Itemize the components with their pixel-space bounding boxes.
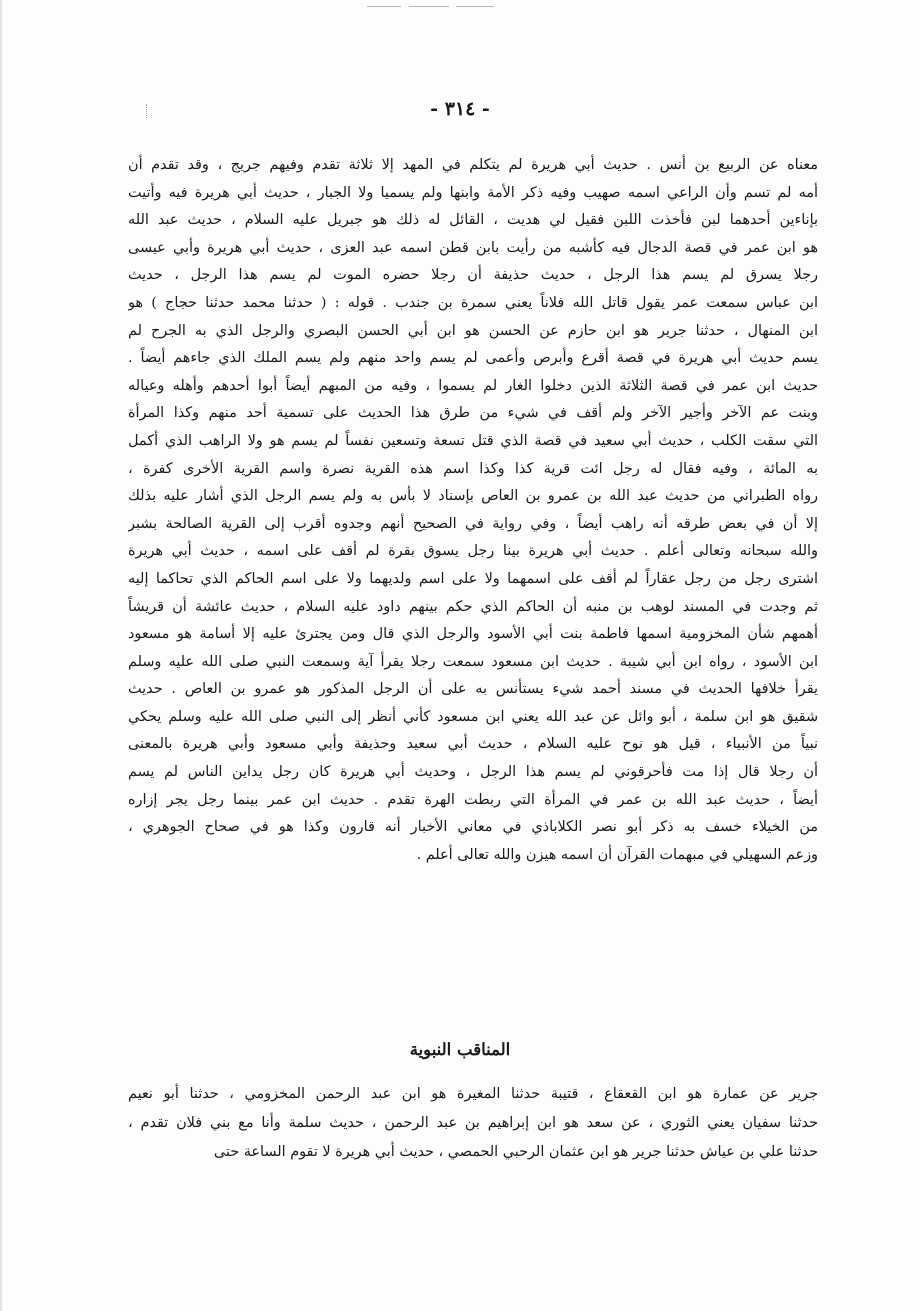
text-line: ابن عباس سمعت عمر يقول قاتل الله فلاناً يعني سمرة بن جندب . قوله : ( حدثنا محمد حدثنا حجاج ) هو bbox=[128, 294, 818, 311]
text-line: رجلا يسرق لم يسم هذا الرجل ، حديث حذيفة أن رجلا حضره الموت لم يسم هذا الرجل ، حديث bbox=[128, 267, 818, 284]
top-divider-rule bbox=[367, 6, 401, 7]
text-line: حدثنا علي بن عياش حدثنا جرير هو ابن عثمان الرحبي الحمصي ، حديث أبي هريرة لا تقوم الساعة حتى bbox=[213, 1144, 818, 1160]
text-line: حديث ابن عمر في قصة الثلاثة الذين دخلوا الغار لم يسموا ، وفيه من المبهم أيضاً أبوا أحدهم وأهله وعياله bbox=[128, 377, 818, 394]
text-line: بإناءين أحدهما لبن فأخذت اللبن فقيل لي هديت ، القائل له ذلك هو جبريل عليه السلام ، حديث عبد الله bbox=[128, 212, 818, 229]
text-line: هو ابن عمر في قصة الدجال فيه كأشبه من رأيت بابن قطن اسمه عبد العزى ، حديث أبي هريرة وأبي عيسى bbox=[128, 239, 818, 256]
text-line: من الخيلاء خسف به ذكر أبو نصر الكلاباذي في معاني الأخبار أنه قارون وكذا هو في صحاح الجوهري ، bbox=[128, 819, 818, 836]
main-text-block bbox=[128, 152, 818, 869]
text-line: رواه الطبراني من حديث عبد الله بن عمرو بن العاص بإسناد لا بأس به ولم يسم الرجل الذي أشار عليه بذلك bbox=[128, 488, 818, 505]
text-line: يقرأ خلافها الحديث في مسند أحمد شيء يستأنس به على أن الرجل المذكور هو عمرو بن العاص . حديث bbox=[128, 681, 818, 698]
text-line: والله سبحانه وتعالى أعلم . حديث أبي هريرة بينا رجل يسوق بقرة لم أقف على اسمه ، حديث أبي هريرة bbox=[128, 543, 818, 560]
text-line: أيضاً ، حديث عبد الله بن عمر في المرأة التي ربطت الهرة تقدم . حديث ابن عمر بينما رجل يجر إزاره bbox=[128, 791, 818, 808]
page-edge-shadow bbox=[0, 0, 2, 1311]
text-line: اشترى رجل من رجل عقاراً لم أقف على اسمهما ولا على اسم ولديهما ولا على اسم الحاكم الذي تحاكما إليه bbox=[128, 570, 818, 587]
text-line: أن رجلا قال إذا مت فأحرقوني لم يسم هذا الرجل ، وحديث أبي هريرة كان رجل يداين الناس لم يسم bbox=[128, 764, 818, 781]
page-number: - ٣١٤ - bbox=[430, 98, 490, 120]
text-line: حدثنا سفيان يعني الثوري ، عن سعد هو ابن إبراهيم بن عبد الرحمن ، حديث سلمة وأنا مع بني فلان تقدم ، bbox=[128, 1115, 818, 1131]
text-line: ابن المنهال ، حدثنا جرير هو ابن حازم عن الحسن هو ابن أبي الحسن البصري والرجل الذي به الجرح لم bbox=[128, 322, 818, 339]
text-line: أمه لم تسم وأن الراعي اسمه صهيب وفيه ذكر الأمة وابنها ولم يسميا ولا الجبار ، حديث أبي هريرة فيه وأتيت bbox=[128, 184, 818, 201]
text-line: أهمهم شأن المخزومية اسمها فاطمة بنت أبي الأسود والرجل الذي قال ومن يجترئ عليه إلا أسامة هو مسعود bbox=[128, 626, 818, 643]
text-line: نبياً من الأنبياء ، قيل هو نوح عليه السلام ، حديث أبي سعيد وحذيفة وأبي مسعود وأبي هريرة بالمعنى bbox=[128, 736, 818, 753]
text-line: يسم حديث أبي هريرة في قصة أقرع وأبرص وأعمى لم يسم واحد منهم ولم يسم الملك الذي جاءهم أيضاً . bbox=[128, 350, 818, 367]
top-divider-rule bbox=[409, 6, 449, 7]
text-line: وبنت عم الآخر وأجير الآخر ولم أقف في شيء من طرق هذا الحديث على تسمية أحد منهم وكذا المرأة bbox=[128, 405, 818, 422]
text-line: وزعم السهيلي في مبهمات القرآن أن اسمه هيزن والله تعالى أعلم . bbox=[416, 846, 818, 863]
text-line: معناه عن الربيع بن أنس . حديث أبي هريرة لم يتكلم في المهد إلا ثلاثة تقدم وفيهم جريج ، وقد تقدم أن bbox=[128, 157, 818, 173]
text-line: شقيق هو ابن سلمة ، أبو وائل عن عبد الله يعني ابن مسعود كأني أنظر إلى النبي صلى الله عليه وسلم يحكي bbox=[128, 708, 818, 725]
text-line: جرير عن عمارة هو ابن القعقاع ، قتيبة حدثنا المغيرة هو ابن عبد الرحمن المخزومي ، حدثنا أبو نعيم bbox=[128, 1086, 818, 1102]
text-line: إلا أن في بعض طرقه أنه راهب أيضاً ، وفي رواية في الصحيح أنهم وجدوه أقرب إلى القرية الصالحة بشبر bbox=[128, 515, 818, 532]
section-heading: المناقب النبوية bbox=[409, 1040, 511, 1059]
text-line: ابن الأسود ، رواه ابن أبي شيبة . حديث ابن مسعود سمعت رجلا يقرأ آية وسمعت النبي صلى الله عليه وسلم bbox=[128, 653, 818, 670]
section-text-block bbox=[128, 1080, 818, 1167]
text-line: به المائة ، وفيه فقال له رجل ائت قرية كذا وكذا اسم هذه القرية نصرة واسم القرية الأخرى كفرة ، bbox=[128, 460, 818, 477]
top-divider-rule bbox=[456, 6, 494, 7]
text-line: ثم وجدت في المسند لوهب بن منبه أن الحاكم الذي حكم بينهم داود عليه السلام ، حديث عائشة أن قريشاً bbox=[128, 598, 818, 615]
text-line: التي سقت الكلب ، حديث أبي سعيد في قصة الذي قتل تسعة وتسعين نفساً لم يسم هو ولا الراهب الذي أكمل bbox=[128, 432, 818, 449]
